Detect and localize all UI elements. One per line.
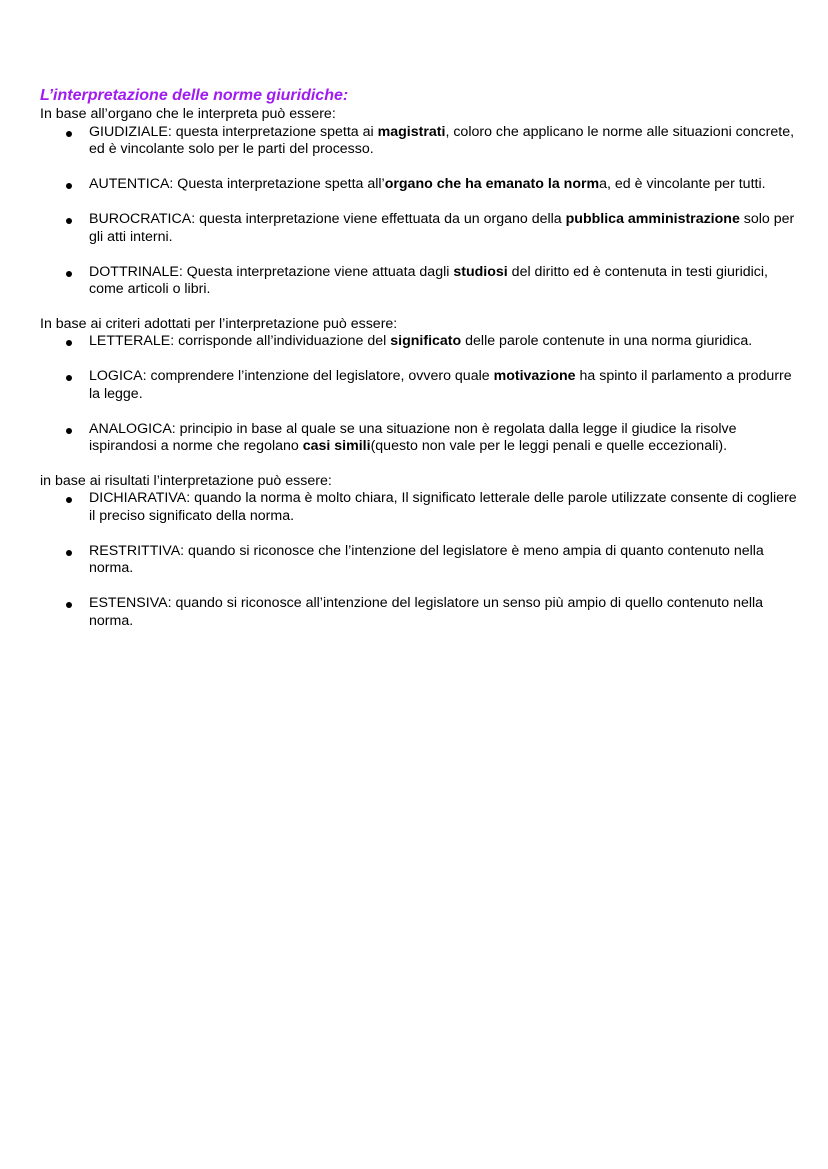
section-spacer [40, 299, 800, 316]
section-intro: in base ai risultati l’interpretazione può essere: [40, 472, 332, 489]
bullet-icon [66, 428, 72, 434]
section-intro: In base all’organo che le interpreta può essere: [40, 106, 336, 122]
item-bold-text: significato [390, 333, 462, 349]
list-item [40, 176, 800, 194]
item-text: GIUDIZIALE: questa interpretazione spetta ai [89, 123, 378, 140]
item-text-end: , coloro che applicano le norme alle situazioni concrete, ed è vincolante solo per le parti del processo. [89, 123, 795, 157]
document-page [40, 86, 800, 630]
bullet-icon [66, 550, 72, 556]
page-title: L’interpretazione delle norme giuridiche: [40, 87, 349, 104]
item-bold-text: magistrati [377, 123, 446, 140]
list-item [40, 211, 800, 246]
section-criteri [40, 316, 800, 456]
item-text-end: del diritto ed è contenuta in testi giuridici, come articoli o libri. [89, 263, 768, 297]
section-risultati [40, 473, 800, 631]
bullet-list [40, 124, 800, 299]
item-text: LETTERALE: corrisponde all’individuazione del [89, 333, 391, 349]
item-text: DOTTRINALE: Questa interpretazione viene attuata dagli [89, 263, 454, 280]
item-bold-text: casi simili [302, 438, 371, 454]
section-organo [40, 106, 800, 299]
item-text: BUROCRATICA: questa interpretazione viene effettuata da un organo della [89, 211, 566, 227]
item-bold-text: organo che ha emanato la norm [384, 176, 600, 192]
bullet-icon [66, 131, 72, 137]
item-bold-text: pubblica amministrazione [565, 211, 740, 227]
bullet-icon [66, 340, 72, 346]
bullet-icon [66, 183, 72, 189]
list-item [40, 421, 800, 456]
item-text-end: solo per gli atti interni. [89, 211, 795, 245]
bullet-icon [66, 497, 72, 503]
item-text: AUTENTICA: Questa interpretazione spetta all’ [89, 176, 385, 192]
bullet-list [40, 333, 800, 456]
item-bold-text: studiosi [453, 263, 508, 280]
item-text-end: a, ed è vincolante per tutti. [599, 176, 766, 192]
list-item [40, 368, 800, 403]
item-text: ESTENSIVA: quando si riconosce all’intenzione del legislatore un senso più ampio di quello contenuto nella norma. [89, 595, 764, 629]
item-text: LOGICA: comprendere l’intenzione del legislatore, ovvero quale [89, 368, 494, 384]
list-item [40, 124, 800, 159]
list-item [40, 543, 800, 578]
bullet-icon [66, 271, 72, 277]
bullet-icon [66, 602, 72, 608]
list-item [40, 333, 800, 351]
list-item [40, 595, 800, 630]
item-text-end: (questo non vale per le leggi penali e quelle eccezionali). [370, 438, 728, 454]
section-spacer [40, 456, 800, 473]
list-item [40, 490, 800, 525]
bullet-icon [66, 218, 72, 224]
section-intro: In base ai criteri adottati per l’interpretazione può essere: [40, 315, 398, 332]
item-text-end: delle parole contenute in una norma giuridica. [461, 333, 753, 349]
item-text-end: ha spinto il parlamento a produrre la legge. [89, 368, 792, 402]
bullet-list [40, 490, 800, 630]
bullet-icon [66, 375, 72, 381]
list-item [40, 264, 800, 299]
item-text: RESTRITTIVA: quando si riconosce che l’intenzione del legislatore è meno ampia di quanto contenuto nella norma. [89, 542, 764, 576]
item-text: DICHIARATIVA: quando la norma è molto chiara, Il significato letterale delle parole utilizzate consente di cogliere il preciso significato della norma. [89, 490, 797, 524]
item-text: ANALOGICA: principio in base al quale se una situazione non è regolata dalla legge il giudice la risolve ispirandosi a norme che regolano [89, 420, 737, 454]
item-bold-text: motivazione [493, 368, 576, 384]
